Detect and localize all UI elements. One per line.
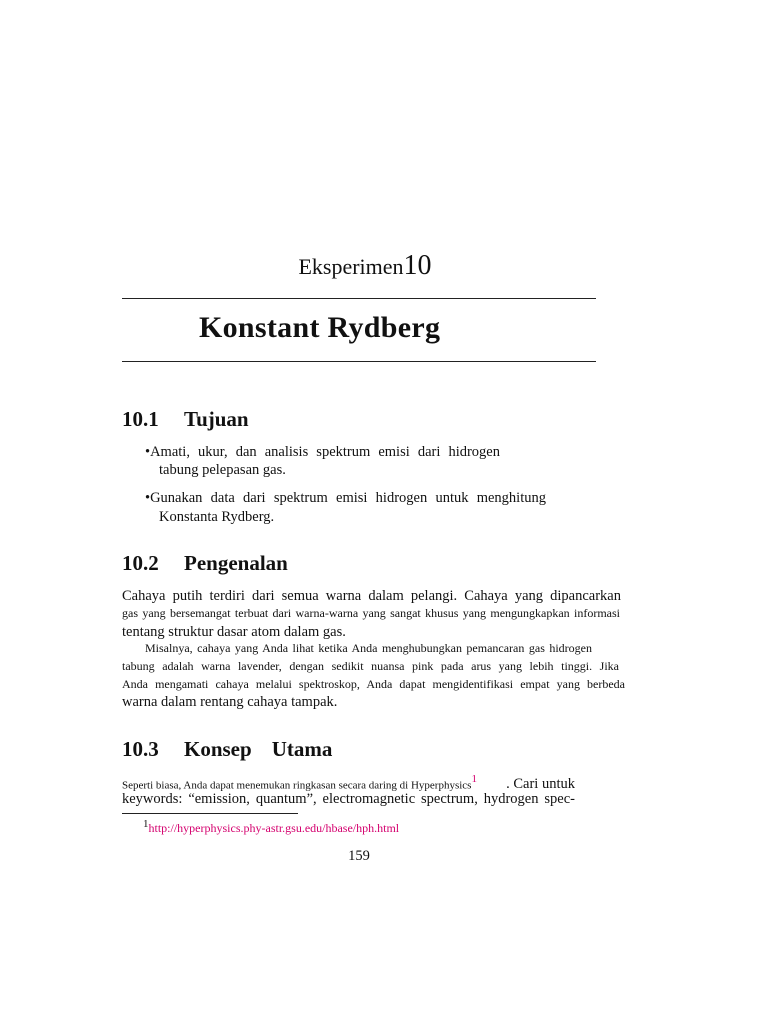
section-number: 10.2 <box>122 551 159 575</box>
section-heading-pengenalan <box>122 551 288 576</box>
footnote-rule <box>122 813 298 814</box>
bullet-item-2-line-1: •Gunakan data dari spektrum emisi hidrogen untuk menghitung <box>145 490 546 506</box>
chapter-title: Konstant Rydberg <box>199 311 441 344</box>
section-title: Pengenalan <box>184 551 288 575</box>
paragraph-line: Misalnya, cahaya yang Anda lihat ketika Anda menghubungkan pemancaran gas hidrogen <box>145 641 592 655</box>
paragraph-line: warna dalam rentang cahaya tampak. <box>122 694 338 710</box>
bullet-item-1-line-1: •Amati, ukur, dan analisis spektrum emisi dari hidrogen <box>145 444 500 460</box>
paragraph-line: tabung adalah warna lavender, dengan sedikit nuansa pink pada arus yang lebih tinggi. Jika <box>122 659 619 673</box>
paragraph-text-small: Seperti biasa, Anda dapat menemukan ringkasan secara daring di Hyperphysics <box>122 779 472 792</box>
paragraph-line: gas yang bersemangat terbuat dari warna-warna yang sangat khusus yang mengungkapkan informasi <box>122 606 620 620</box>
page-number: 159 <box>348 848 370 864</box>
paragraph-text: . Cari untuk <box>506 776 575 793</box>
paragraph-line: Anda mengamati cahaya melalui spektroskop, Anda dapat mengidentifikasi empat yang berbeda <box>122 677 625 691</box>
section-title: Tujuan <box>184 407 249 431</box>
title-bottom-rule <box>122 361 596 362</box>
paragraph-line: Cahaya putih terdiri dari semua warna dalam pelangi. Cahaya yang dipancarkan <box>122 588 621 604</box>
footnote <box>143 818 399 836</box>
section-number: 10.3 <box>122 737 159 761</box>
chapter-number: 10 <box>403 250 432 281</box>
chapter-label <box>0 250 730 282</box>
section-title: Konsep <box>184 737 252 761</box>
paragraph-line: keywords: “emission, quantum”, electromagnetic spectrum, hydrogen spec- <box>122 791 575 807</box>
chapter-label-text: Eksperimen <box>298 254 404 279</box>
section-heading-konsep-utama <box>122 737 332 762</box>
bullet-item-2-line-2: Konstanta Rydberg. <box>159 509 275 525</box>
footnote-mark: 1 <box>143 818 149 830</box>
footnote-reference[interactable]: 1 <box>471 773 477 785</box>
footnote-link[interactable]: http://hyperphysics.phy-astr.gsu.edu/hbase/hph.html <box>148 821 400 835</box>
section-title-2: Utama <box>271 737 333 761</box>
title-top-rule <box>122 298 596 299</box>
section-number: 10.1 <box>122 407 159 431</box>
bullet-item-1-line-2: tabung pelepasan gas. <box>159 462 286 478</box>
paragraph-line: tentang struktur dasar atom dalam gas. <box>122 624 346 640</box>
section-heading-tujuan <box>122 407 249 432</box>
